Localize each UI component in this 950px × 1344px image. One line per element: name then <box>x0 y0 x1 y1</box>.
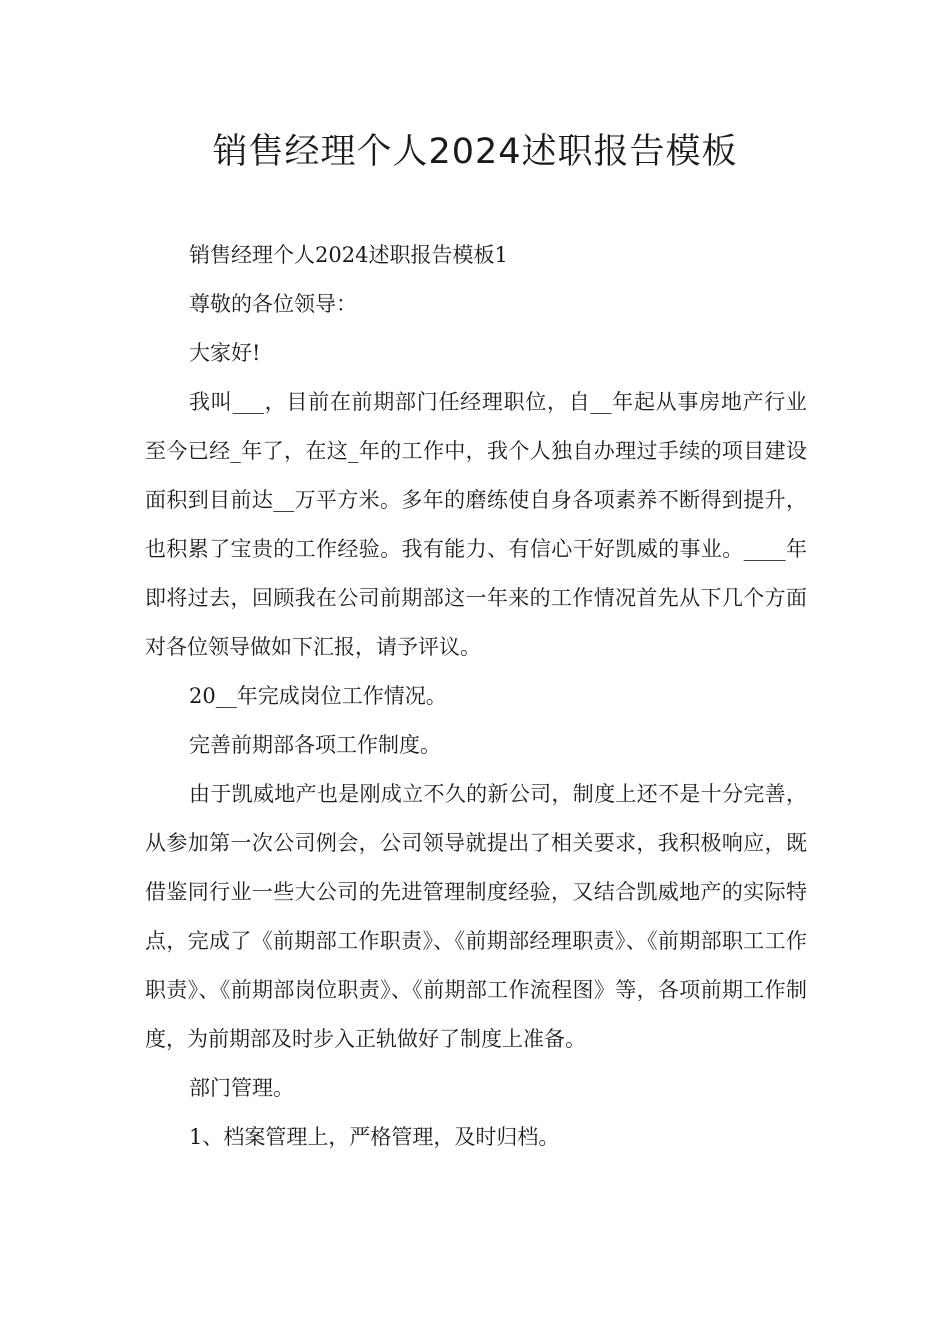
greeting-paragraph: 大家好! <box>189 341 261 365</box>
salutation-paragraph: 尊敬的各位领导： <box>189 292 357 316</box>
subsection-heading-paragraph: 部门管理。 <box>189 1076 294 1100</box>
document-body <box>145 231 807 1162</box>
list-item-paragraph: 1、档案管理上，严格管理，及时归档。 <box>189 1125 560 1149</box>
section-heading-paragraph: 20__年完成岗位工作情况。 <box>189 684 447 708</box>
intro-paragraph: 我叫___，目前在前期部门任经理职位，自__年起从事房地产行业至今已经_年了，在这_年的工作中，我个人独自办理过手续的项目建设面积到目前达__万平方米。多年的磨练使自身各项素养不断得到提升，也积累了宝贵的工作经验。我有能力、有信心干好凯威的事业。____年即将过去，回顾我在公司前期部这一年来的工作情况首先从下几个方面对各位领导做如下汇报，请予评议。 <box>145 390 807 659</box>
document-title: 销售经理个人2024述职报告模板 <box>212 132 738 172</box>
body-paragraph: 由于凯威地产也是刚成立不久的新公司，制度上还不是十分完善，从参加第一次公司例会，公司领导就提出了相关要求，我积极响应，既借鉴同行业一些大公司的先进管理制度经验，又结合凯威地产的实际特点，完成了《前期部工作职责》、《前期部经理职责》、《前期部职工工作职责》、《前期部岗位职责》、《前期部工作流程图》等，各项前期工作制度，为前期部及时步入正轨做好了制度上准备。 <box>145 782 807 1051</box>
subsection-heading-paragraph: 完善前期部各项工作制度。 <box>189 733 441 757</box>
subtitle-paragraph: 销售经理个人2024述职报告模板1 <box>189 243 508 267</box>
